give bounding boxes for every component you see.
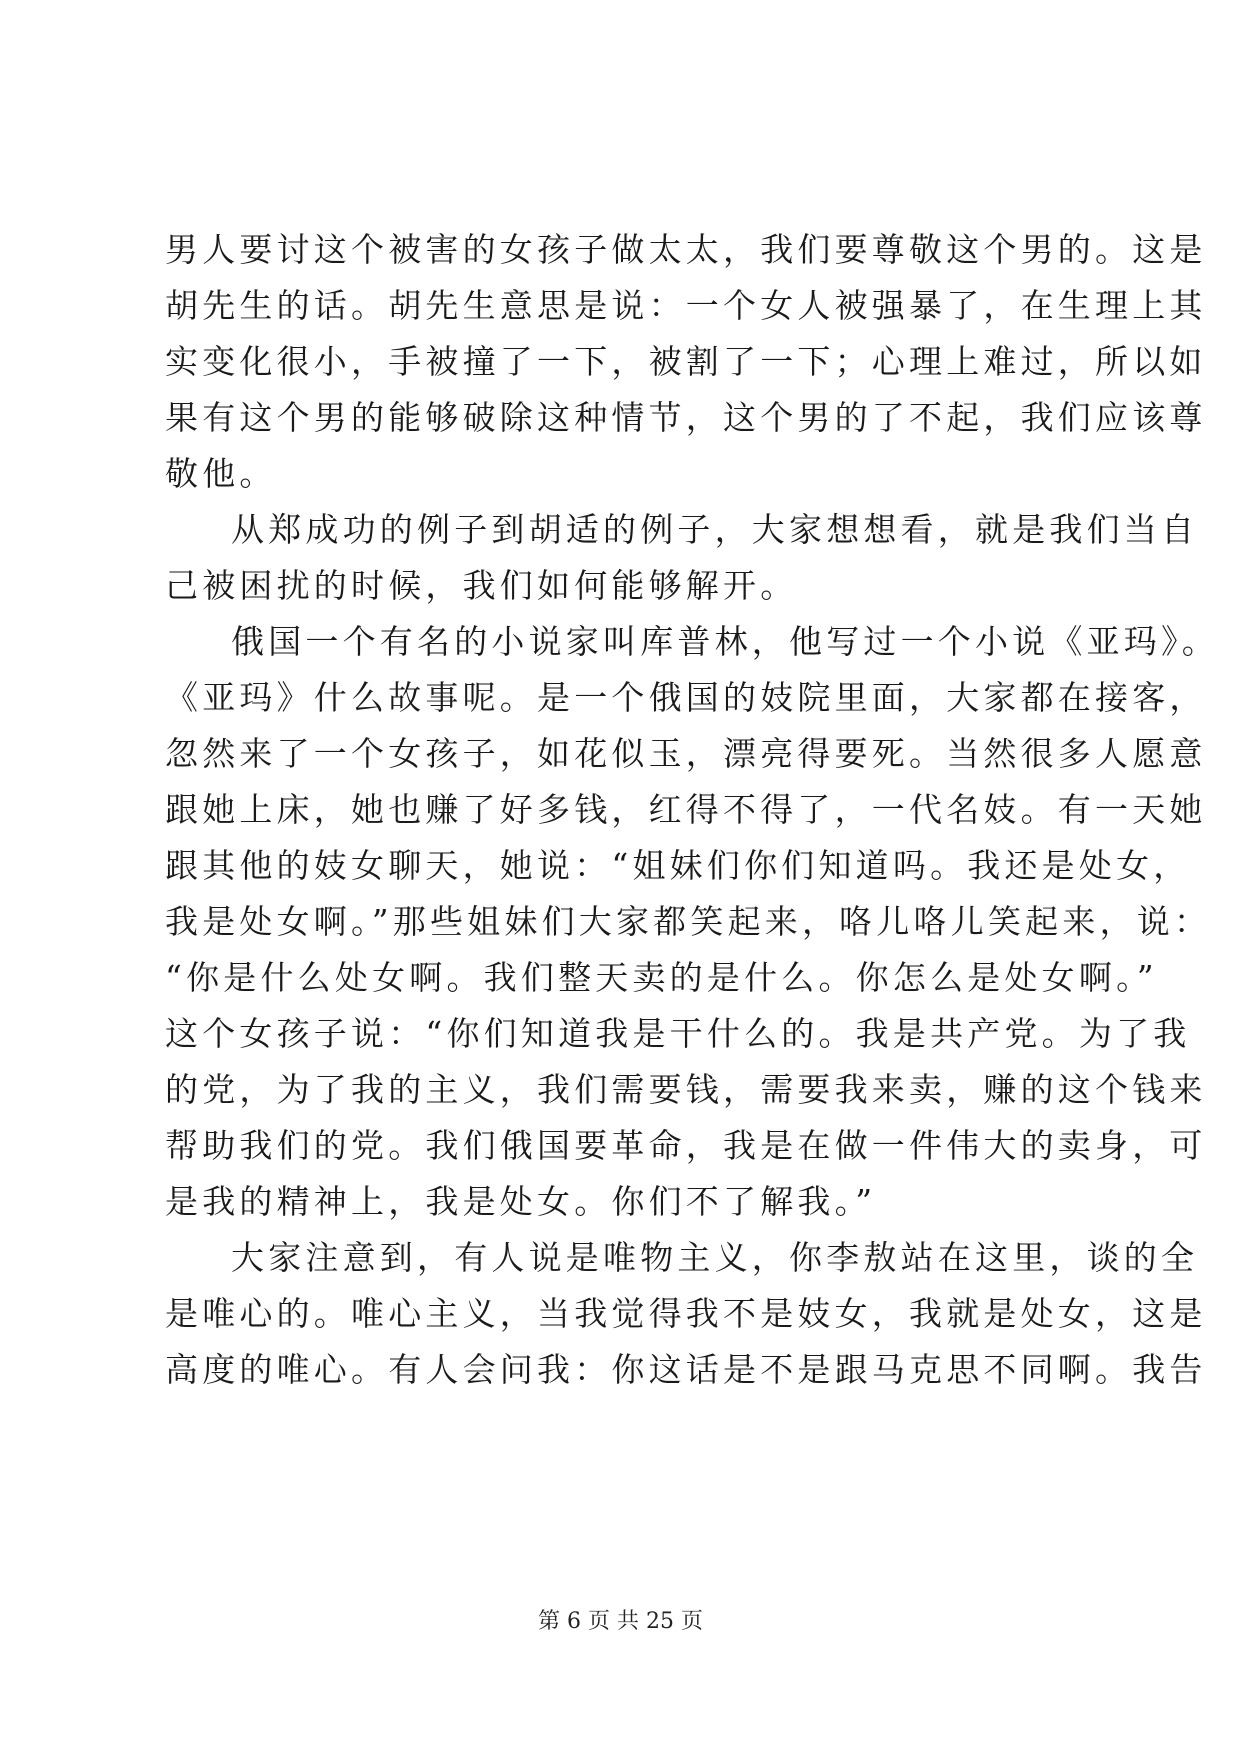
text-line: 胡先生的话。胡先生意思是说：一个女人被强暴了，在生理上其 — [165, 286, 1207, 325]
text-line: 高度的唯心。有人会问我：你这话是不是跟马克思不同啊。我告 — [165, 1350, 1207, 1389]
text-line: 实变化很小，手被撞了一下，被割了一下；心理上难过，所以如 — [165, 342, 1207, 381]
text-line: 忽然来了一个女孩子，如花似玉，漂亮得要死。当然很多人愿意 — [165, 734, 1207, 773]
text-line: 跟其他的妓女聊天，她说：“姐妹们你们知道吗。我还是处女， — [165, 846, 1191, 885]
text-line: 是我的精神上，我是处女。你们不了解我。” — [165, 1182, 877, 1221]
page-number-footer: 第 6 页 共 25 页 — [538, 1609, 703, 1634]
text-line: 的党，为了我的主义，我们需要钱，需要我来卖，赚的这个钱来 — [165, 1070, 1207, 1109]
paragraph-first-line: 大家注意到，有人说是唯物主义，你李敖站在这里，谈的全 — [231, 1238, 1199, 1277]
text-line: 男人要讨这个被害的女孩子做太太，我们要尊敬这个男的。这是 — [165, 230, 1207, 269]
paragraph-first-line: 从郑成功的例子到胡适的例子，大家想想看，就是我们当自 — [231, 510, 1199, 549]
text-line: “你是什么处女啊。我们整天卖的是什么。你怎么是处女啊。” — [165, 958, 1158, 997]
text-line: 帮助我们的党。我们俄国要革命，我是在做一件伟大的卖身，可 — [165, 1126, 1207, 1165]
text-line: 己被困扰的时候，我们如何能够解开。 — [165, 566, 798, 605]
text-line: 果有这个男的能够破除这种情节，这个男的了不起，我们应该尊 — [165, 398, 1207, 437]
text-line: 敬他。 — [165, 454, 277, 493]
text-line: 《亚玛》什么故事呢。是一个俄国的妓院里面，大家都在接客， — [165, 678, 1207, 717]
text-line: 我是处女啊。”那些姐妹们大家都笑起来，咯儿咯儿笑起来，说： — [165, 902, 1212, 941]
text-line: 是唯心的。唯心主义，当我觉得我不是妓女，我就是处女，这是 — [165, 1294, 1207, 1333]
text-line: 这个女孩子说：“你们知道我是干什么的。我是共产党。为了我 — [165, 1014, 1191, 1053]
paragraph-first-line: 俄国一个有名的小说家叫库普林，他写过一个小说《亚玛》。 — [231, 622, 1219, 661]
text-line: 跟她上床，她也赚了好多钱，红得不得了，一代名妓。有一天她 — [165, 790, 1207, 829]
